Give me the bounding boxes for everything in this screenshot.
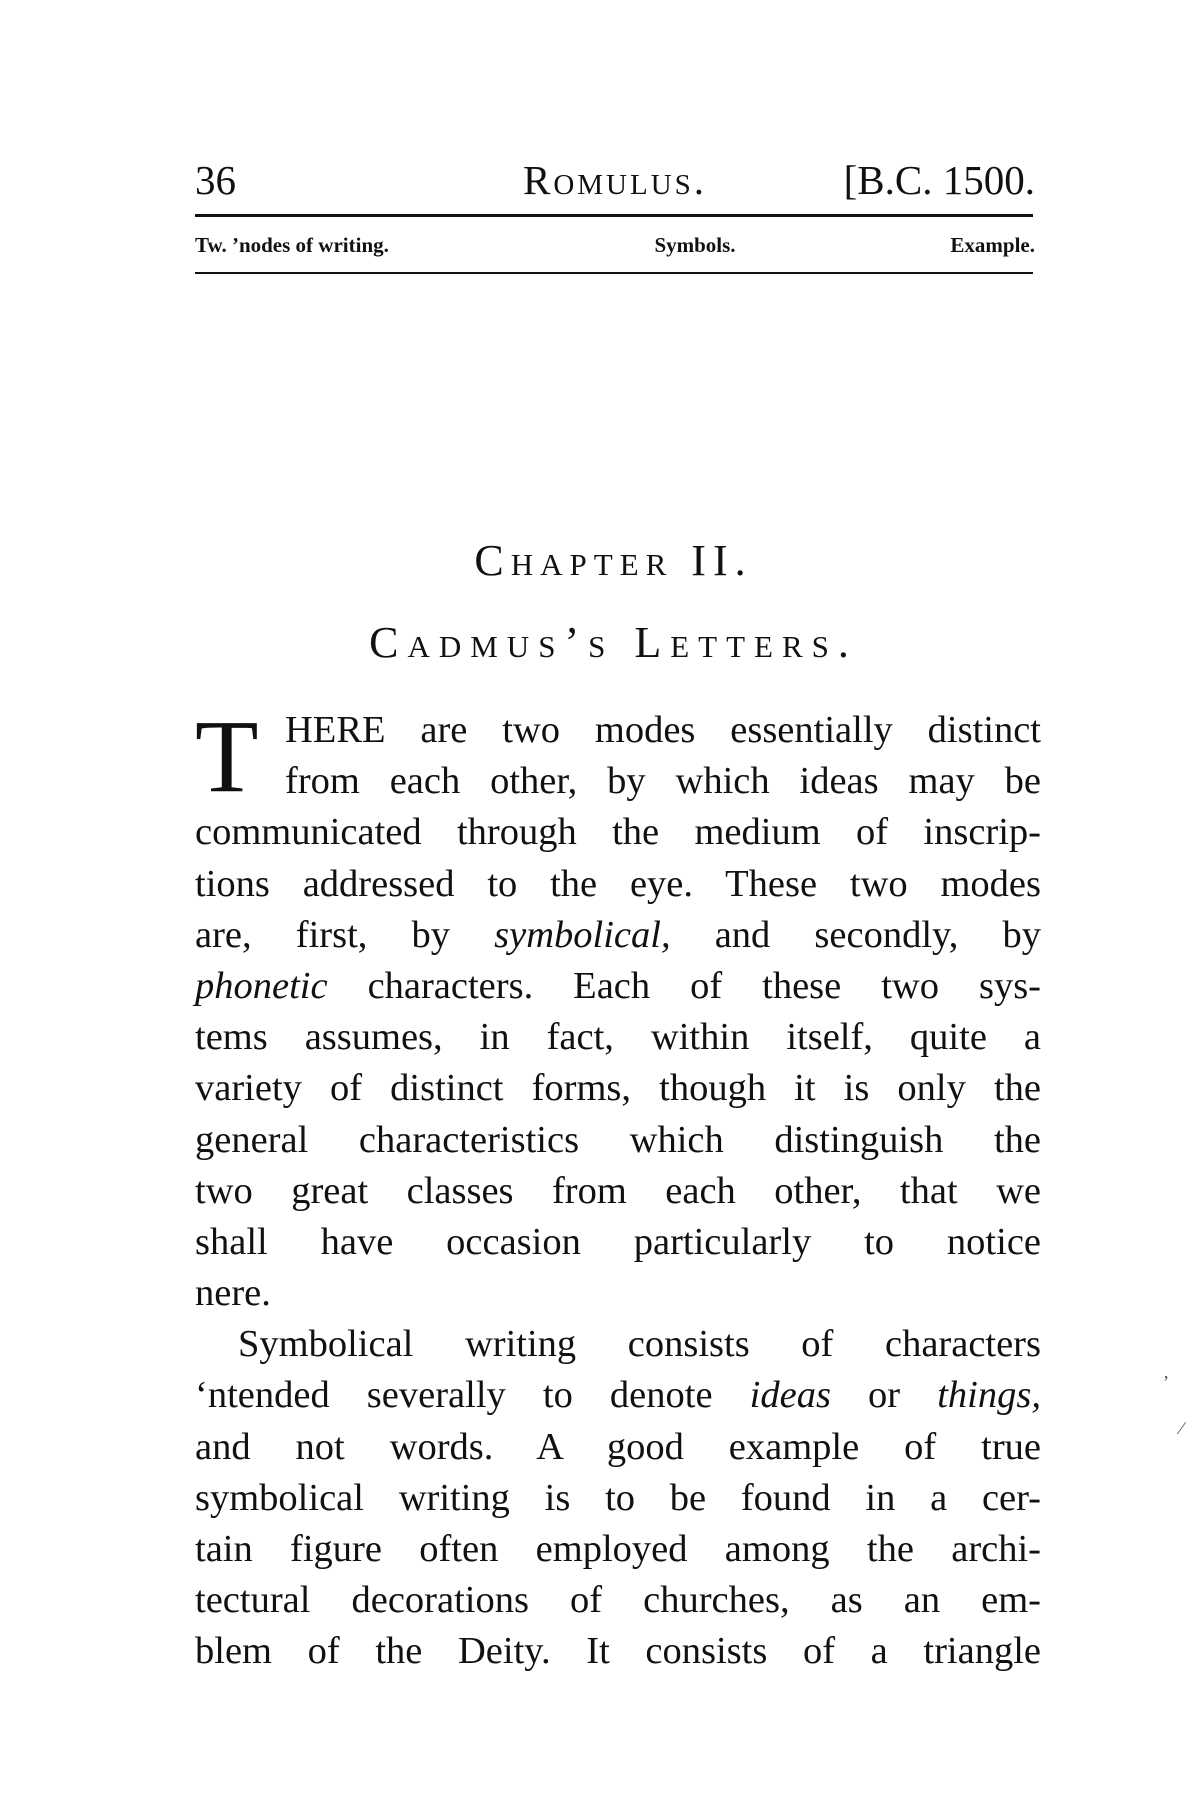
running-head (195, 150, 1035, 210)
text-segment: characters. Each of these two sys- (367, 964, 1042, 1007)
text-line (195, 910, 1041, 961)
body-text (195, 699, 1042, 1678)
text-line: general characteristics which distinguish the (195, 1118, 1041, 1161)
page-number: 36 (195, 157, 236, 203)
text-line: HERE are two modes essentially distinct (285, 709, 1041, 751)
text-line (195, 961, 1041, 1012)
header-rule-top (195, 214, 1033, 217)
italic-term: ideas (749, 1374, 831, 1417)
text-line: and not words. A good example of true (195, 1425, 1041, 1468)
text-line: Symbolical writing consists of characters (238, 1323, 1041, 1366)
text-line: tain figure often employed among the archi- (195, 1528, 1041, 1570)
topic-right: Example. (950, 233, 1035, 257)
text-line (195, 1370, 1041, 1421)
text-line: tions addressed to the eye. These two modes (195, 862, 1041, 905)
text-segment: are, first, by (195, 913, 451, 956)
text-line: communicated through the medium of inscrip- (195, 811, 1041, 854)
text-line: nere. (195, 1272, 271, 1315)
text-line: blem of the Deity. It consists of a triangle (195, 1630, 1041, 1673)
italic-term: things, (937, 1374, 1041, 1417)
italic-term: phonetic (195, 964, 328, 1007)
topic-center: Symbols. (654, 233, 736, 257)
topic-line (195, 225, 1035, 265)
drop-cap: T (195, 699, 259, 814)
chapter-title: Cadmus’s Letters. (369, 618, 858, 667)
text-segment: and secondly, by (714, 913, 1042, 956)
text-line: two great classes from each other, that we (195, 1169, 1041, 1212)
running-title: Romulus. (522, 157, 708, 203)
scan-speck: ∕ (1180, 1418, 1184, 1438)
text-segment: ‘ntended severally to denote (195, 1374, 713, 1417)
text-segment: or (868, 1374, 901, 1417)
scan-speck: ’ (1163, 1372, 1169, 1392)
text-line: symbolical writing is to be found in a cer- (195, 1476, 1041, 1519)
text-line: tectural decorations of churches, as an em- (195, 1579, 1041, 1622)
text-line: from each other, by which ideas may be (285, 760, 1041, 803)
text-line: variety of distinct forms, though it is only the (195, 1067, 1041, 1110)
header-rule-bottom (195, 272, 1033, 274)
italic-term: symbolical, (494, 913, 671, 956)
text-line: shall have occasion particularly to notice (195, 1220, 1041, 1263)
chapter-number: Chapter II. (474, 536, 753, 585)
topic-left: Tw. ’nodes of writing. (195, 233, 389, 257)
text-line: tems assumes, in fact, within itself, quite a (195, 1016, 1041, 1059)
running-date: [B.C. 1500. (843, 157, 1035, 203)
